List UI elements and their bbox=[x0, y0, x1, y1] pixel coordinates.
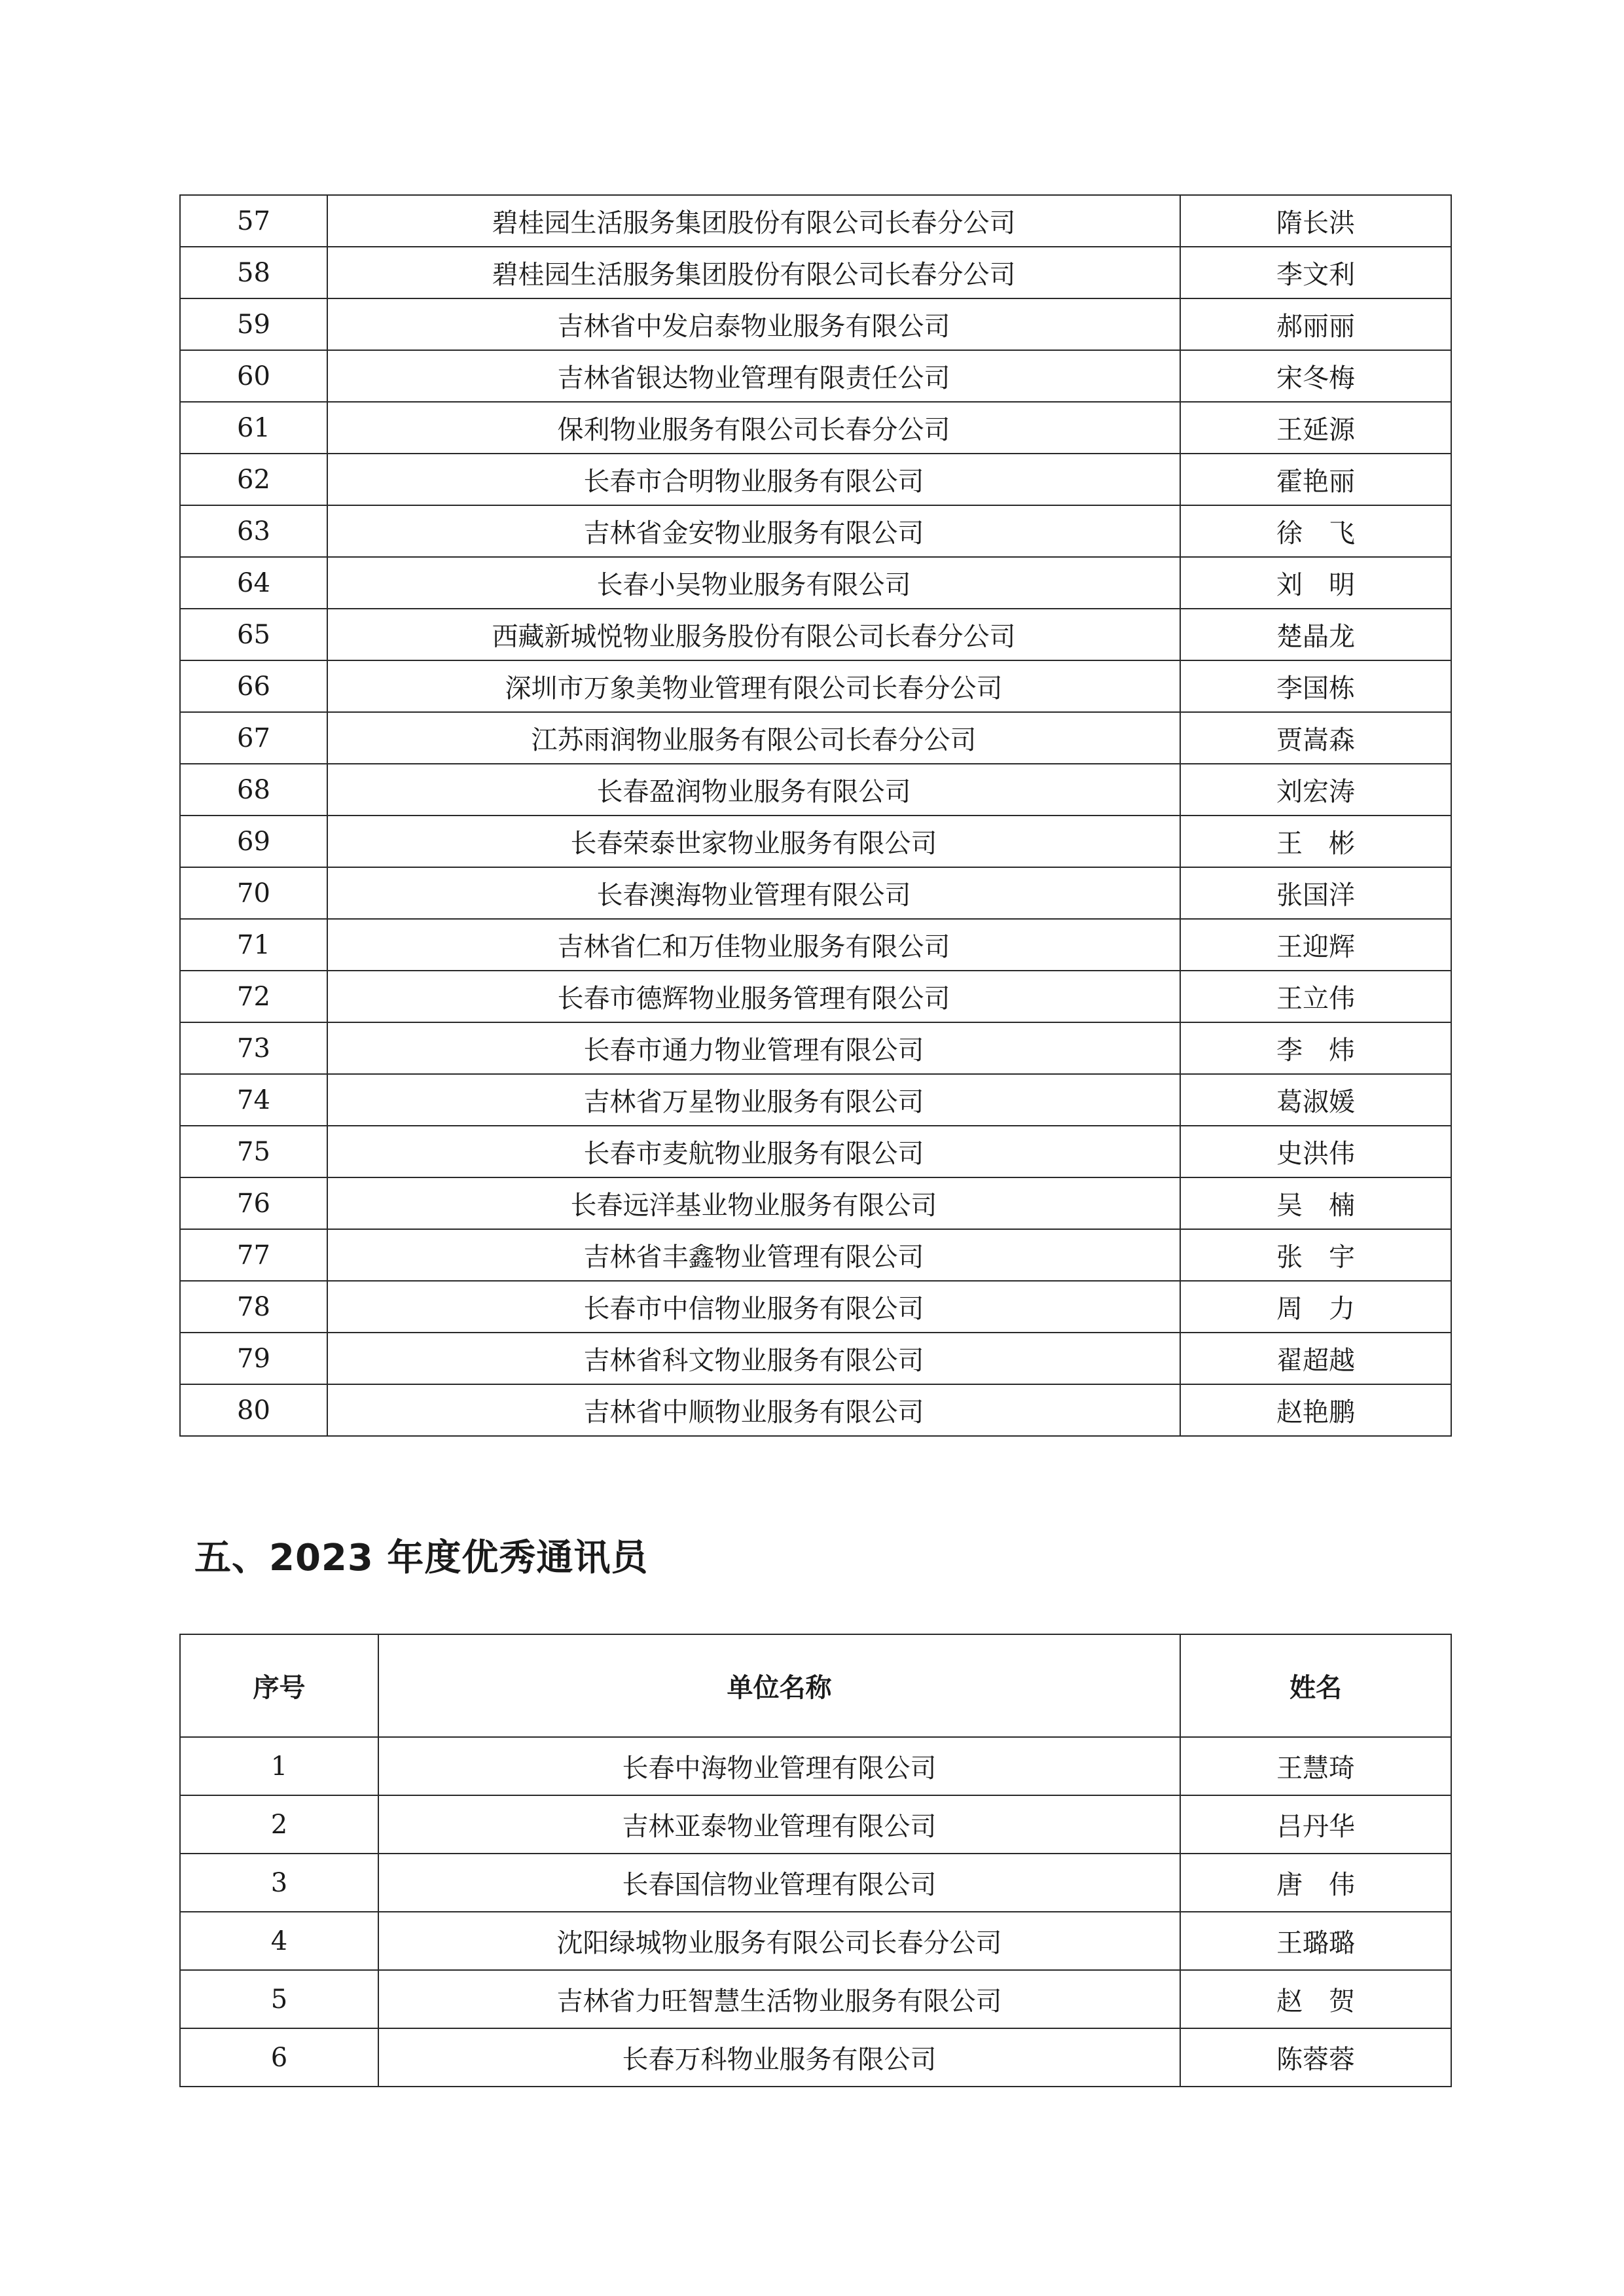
table-row bbox=[180, 1281, 1451, 1333]
table-row bbox=[180, 919, 1451, 971]
column-header-name: 姓名 bbox=[1180, 1634, 1451, 1737]
person-name-cell: 吕丹华 bbox=[1180, 1795, 1451, 1854]
person-name-cell: 李 炜 bbox=[1180, 1022, 1451, 1074]
honor-list-table-body bbox=[180, 195, 1451, 1436]
person-name-cell: 贾嵩森 bbox=[1180, 712, 1451, 764]
unit-name-cell: 江苏雨润物业服务有限公司长春分公司 bbox=[327, 712, 1180, 764]
person-name-cell: 王 彬 bbox=[1180, 816, 1451, 867]
table-row bbox=[180, 350, 1451, 402]
table-row bbox=[180, 557, 1451, 609]
person-name-cell: 徐 飞 bbox=[1180, 505, 1451, 557]
table-row bbox=[180, 1737, 1451, 1795]
row-number-cell: 78 bbox=[180, 1281, 327, 1333]
row-number-cell: 2 bbox=[180, 1795, 378, 1854]
row-number-cell: 5 bbox=[180, 1970, 378, 2028]
row-number-cell: 72 bbox=[180, 971, 327, 1022]
table-row bbox=[180, 764, 1451, 816]
row-number-cell: 73 bbox=[180, 1022, 327, 1074]
person-name-cell: 隋长洪 bbox=[1180, 195, 1451, 247]
table-row bbox=[180, 298, 1451, 350]
unit-name-cell: 吉林省力旺智慧生活物业服务有限公司 bbox=[378, 1970, 1180, 2028]
row-number-cell: 62 bbox=[180, 454, 327, 505]
table-row bbox=[180, 1795, 1451, 1854]
person-name-cell: 郝丽丽 bbox=[1180, 298, 1451, 350]
table-row bbox=[180, 1022, 1451, 1074]
unit-name-cell: 西藏新城悦物业服务股份有限公司长春分公司 bbox=[327, 609, 1180, 660]
unit-name-cell: 长春市中信物业服务有限公司 bbox=[327, 1281, 1180, 1333]
person-name-cell: 李文利 bbox=[1180, 247, 1451, 298]
table-row bbox=[180, 1126, 1451, 1177]
table-row bbox=[180, 1229, 1451, 1281]
person-name-cell: 史洪伟 bbox=[1180, 1126, 1451, 1177]
row-number-cell: 79 bbox=[180, 1333, 327, 1384]
person-name-cell: 霍艳丽 bbox=[1180, 454, 1451, 505]
person-name-cell: 周 力 bbox=[1180, 1281, 1451, 1333]
unit-name-cell: 长春盈润物业服务有限公司 bbox=[327, 764, 1180, 816]
unit-name-cell: 长春国信物业管理有限公司 bbox=[378, 1854, 1180, 1912]
table-row bbox=[180, 1333, 1451, 1384]
unit-name-cell: 碧桂园生活服务集团股份有限公司长春分公司 bbox=[327, 247, 1180, 298]
row-number-cell: 66 bbox=[180, 660, 327, 712]
unit-name-cell: 深圳市万象美物业管理有限公司长春分公司 bbox=[327, 660, 1180, 712]
unit-name-cell: 长春小吴物业服务有限公司 bbox=[327, 557, 1180, 609]
person-name-cell: 陈蓉蓉 bbox=[1180, 2028, 1451, 2087]
column-header-unit: 单位名称 bbox=[378, 1634, 1180, 1737]
row-number-cell: 67 bbox=[180, 712, 327, 764]
honor-list-table-continued bbox=[179, 194, 1452, 1437]
unit-name-cell: 吉林省中发启泰物业服务有限公司 bbox=[327, 298, 1180, 350]
unit-name-cell: 长春市合明物业服务有限公司 bbox=[327, 454, 1180, 505]
unit-name-cell: 沈阳绿城物业服务有限公司长春分公司 bbox=[378, 1912, 1180, 1970]
row-number-cell: 77 bbox=[180, 1229, 327, 1281]
table-row bbox=[180, 1970, 1451, 2028]
row-number-cell: 64 bbox=[180, 557, 327, 609]
row-number-cell: 74 bbox=[180, 1074, 327, 1126]
unit-name-cell: 吉林省仁和万佳物业服务有限公司 bbox=[327, 919, 1180, 971]
outstanding-correspondent-table bbox=[179, 1634, 1452, 2087]
unit-name-cell: 长春中海物业管理有限公司 bbox=[378, 1737, 1180, 1795]
unit-name-cell: 长春市德辉物业服务管理有限公司 bbox=[327, 971, 1180, 1022]
unit-name-cell: 保利物业服务有限公司长春分公司 bbox=[327, 402, 1180, 454]
table-row bbox=[180, 2028, 1451, 2087]
row-number-cell: 59 bbox=[180, 298, 327, 350]
table-row bbox=[180, 195, 1451, 247]
table-row bbox=[180, 1854, 1451, 1912]
row-number-cell: 1 bbox=[180, 1737, 378, 1795]
row-number-cell: 61 bbox=[180, 402, 327, 454]
unit-name-cell: 长春万科物业服务有限公司 bbox=[378, 2028, 1180, 2087]
person-name-cell: 张国洋 bbox=[1180, 867, 1451, 919]
person-name-cell: 王慧琦 bbox=[1180, 1737, 1451, 1795]
row-number-cell: 80 bbox=[180, 1384, 327, 1436]
unit-name-cell: 长春远洋基业物业服务有限公司 bbox=[327, 1177, 1180, 1229]
outstanding-correspondent-table-body bbox=[180, 1737, 1451, 2087]
table-row bbox=[180, 1912, 1451, 1970]
section-heading: 五、2023 年度优秀通讯员 bbox=[194, 1537, 649, 1579]
row-number-cell: 69 bbox=[180, 816, 327, 867]
row-number-cell: 65 bbox=[180, 609, 327, 660]
row-number-cell: 60 bbox=[180, 350, 327, 402]
person-name-cell: 王立伟 bbox=[1180, 971, 1451, 1022]
unit-name-cell: 吉林省银达物业管理有限责任公司 bbox=[327, 350, 1180, 402]
row-number-cell: 63 bbox=[180, 505, 327, 557]
person-name-cell: 赵艳鹏 bbox=[1180, 1384, 1451, 1436]
row-number-cell: 68 bbox=[180, 764, 327, 816]
unit-name-cell: 吉林亚泰物业管理有限公司 bbox=[378, 1795, 1180, 1854]
table-row bbox=[180, 247, 1451, 298]
row-number-cell: 70 bbox=[180, 867, 327, 919]
table-row bbox=[180, 660, 1451, 712]
unit-name-cell: 长春市通力物业管理有限公司 bbox=[327, 1022, 1180, 1074]
unit-name-cell: 长春市麦航物业服务有限公司 bbox=[327, 1126, 1180, 1177]
table-row bbox=[180, 816, 1451, 867]
table-row bbox=[180, 1177, 1451, 1229]
unit-name-cell: 吉林省中顺物业服务有限公司 bbox=[327, 1384, 1180, 1436]
unit-name-cell: 吉林省丰鑫物业管理有限公司 bbox=[327, 1229, 1180, 1281]
person-name-cell: 刘宏涛 bbox=[1180, 764, 1451, 816]
unit-name-cell: 吉林省金安物业服务有限公司 bbox=[327, 505, 1180, 557]
column-header-number: 序号 bbox=[180, 1634, 378, 1737]
unit-name-cell: 吉林省万星物业服务有限公司 bbox=[327, 1074, 1180, 1126]
table-row bbox=[180, 712, 1451, 764]
person-name-cell: 李国栋 bbox=[1180, 660, 1451, 712]
person-name-cell: 楚晶龙 bbox=[1180, 609, 1451, 660]
table-row bbox=[180, 505, 1451, 557]
row-number-cell: 57 bbox=[180, 195, 327, 247]
table-row bbox=[180, 867, 1451, 919]
row-number-cell: 4 bbox=[180, 1912, 378, 1970]
unit-name-cell: 吉林省科文物业服务有限公司 bbox=[327, 1333, 1180, 1384]
person-name-cell: 王延源 bbox=[1180, 402, 1451, 454]
unit-name-cell: 碧桂园生活服务集团股份有限公司长春分公司 bbox=[327, 195, 1180, 247]
person-name-cell: 王璐璐 bbox=[1180, 1912, 1451, 1970]
table-header-row bbox=[180, 1634, 1451, 1737]
person-name-cell: 赵 贺 bbox=[1180, 1970, 1451, 2028]
person-name-cell: 翟超越 bbox=[1180, 1333, 1451, 1384]
row-number-cell: 6 bbox=[180, 2028, 378, 2087]
row-number-cell: 3 bbox=[180, 1854, 378, 1912]
person-name-cell: 张 宇 bbox=[1180, 1229, 1451, 1281]
row-number-cell: 75 bbox=[180, 1126, 327, 1177]
table-row bbox=[180, 1074, 1451, 1126]
row-number-cell: 71 bbox=[180, 919, 327, 971]
row-number-cell: 58 bbox=[180, 247, 327, 298]
table-row bbox=[180, 1384, 1451, 1436]
person-name-cell: 刘 明 bbox=[1180, 557, 1451, 609]
unit-name-cell: 长春澳海物业管理有限公司 bbox=[327, 867, 1180, 919]
person-name-cell: 葛淑媛 bbox=[1180, 1074, 1451, 1126]
row-number-cell: 76 bbox=[180, 1177, 327, 1229]
table-row bbox=[180, 454, 1451, 505]
person-name-cell: 宋冬梅 bbox=[1180, 350, 1451, 402]
table-row bbox=[180, 971, 1451, 1022]
person-name-cell: 吴 楠 bbox=[1180, 1177, 1451, 1229]
table-row bbox=[180, 609, 1451, 660]
person-name-cell: 王迎辉 bbox=[1180, 919, 1451, 971]
unit-name-cell: 长春荣泰世家物业服务有限公司 bbox=[327, 816, 1180, 867]
person-name-cell: 唐 伟 bbox=[1180, 1854, 1451, 1912]
table-row bbox=[180, 402, 1451, 454]
